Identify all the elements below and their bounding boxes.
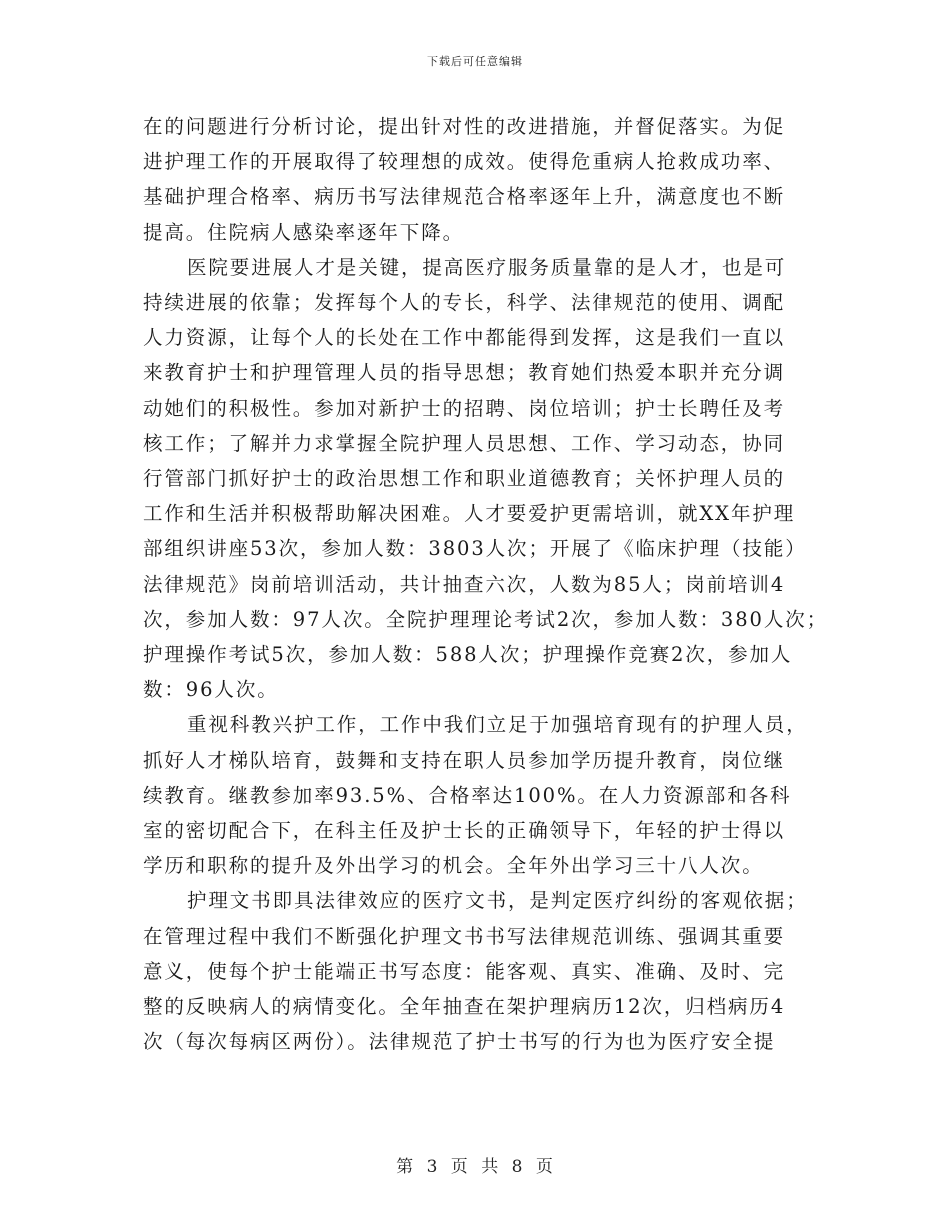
- text-line: 部组织讲座53次，参加人数：3803人次；开展了《临床护理（技能）: [143, 537, 807, 561]
- text-line: 护理操作考试5次，参加人数：588人次；护理操作竞赛2次，参加人: [143, 643, 793, 667]
- text-line: 提高。住院病人感染率逐年下降。: [143, 220, 465, 244]
- paragraph-1: [143, 109, 833, 250]
- paragraph-4: [143, 883, 833, 1059]
- text-line: 法律规范》岗前培训活动，共计抽查六次，人数为85人；岗前培训4: [143, 572, 786, 596]
- text-line: 重视科教兴护工作，工作中我们立足于加强培育现有的护理人员，: [187, 713, 808, 737]
- paragraph-2: [143, 250, 833, 708]
- paragraph-3: [143, 707, 833, 883]
- text-line: 整的反映病人的病情变化。全年抽查在架护理病历12次，归档病历4: [143, 995, 786, 1019]
- text-line: 学历和职称的提升及外出学习的机会。全年外出学习三十八人次。: [143, 854, 764, 878]
- text-line: 意义，使每个护士能端正书写态度：能客观、真实、准确、及时、完: [143, 959, 786, 983]
- text-line: 持续进展的依靠；发挥每个人的专长，科学、法律规范的使用、调配: [143, 291, 786, 315]
- text-line: 人力资源，让每个人的长处在工作中都能得到发挥，这是我们一直以: [143, 326, 786, 350]
- text-line: 动她们的积极性。参加对新护士的招聘、岗位培训；护士长聘任及考: [143, 396, 786, 420]
- text-line: 在的问题进行分析讨论，提出针对性的改进措施，并督促落实。为促: [143, 115, 786, 138]
- page-number-footer: 第 3 页 共 8 页: [396, 1157, 554, 1177]
- text-line: 进护理工作的开展取得了较理想的成效。使得危重病人抢救成功率、: [143, 150, 786, 174]
- text-line: 来教育护士和护理管理人员的指导思想；教育她们热爱本职并充分调: [143, 361, 786, 385]
- text-line: 续教育。继教参加率93.5%、合格率达100%。在人力资源部和各科: [143, 783, 792, 807]
- text-line: 护理文书即具法律效应的医疗文书，是判定医疗纠纷的客观依据；: [187, 889, 808, 913]
- text-line: 次，参加人数：97人次。全院护理理论考试2次，参加人数：380人次；: [143, 607, 829, 631]
- document-body: [143, 109, 833, 1059]
- text-line: 次（每次每病区两份）。法律规范了护士书写的行为也为医疗安全提: [143, 1030, 776, 1054]
- text-line: 抓好人才梯队培育，鼓舞和支持在职人员参加学历提升教育，岗位继: [143, 748, 786, 772]
- text-line: 行管部门抓好护士的政治思想工作和职业道德教育；关怀护理人员的: [143, 467, 786, 491]
- text-line: 核工作；了解并力求掌握全院护理人员思想、工作、学习动态，协同: [143, 431, 786, 455]
- text-line: 基础护理合格率、病历书写法律规范合格率逐年上升，满意度也不断: [143, 185, 786, 209]
- page-header: 下载后可任意编辑: [427, 55, 523, 68]
- text-line: 室的密切配合下，在科主任及护士长的正确领导下，年轻的护士得以: [143, 819, 786, 843]
- text-line: 数：96人次。: [143, 678, 279, 702]
- text-line: 在管理过程中我们不断强化护理文书书写法律规范训练、强调其重要: [143, 924, 786, 948]
- text-line: 工作和生活并积极帮助解决困难。人才要爱护更需培训，就XX年护理: [143, 502, 796, 526]
- text-line: 医院要进展人才是关键，提高医疗服务质量靠的是人才，也是可: [187, 255, 787, 279]
